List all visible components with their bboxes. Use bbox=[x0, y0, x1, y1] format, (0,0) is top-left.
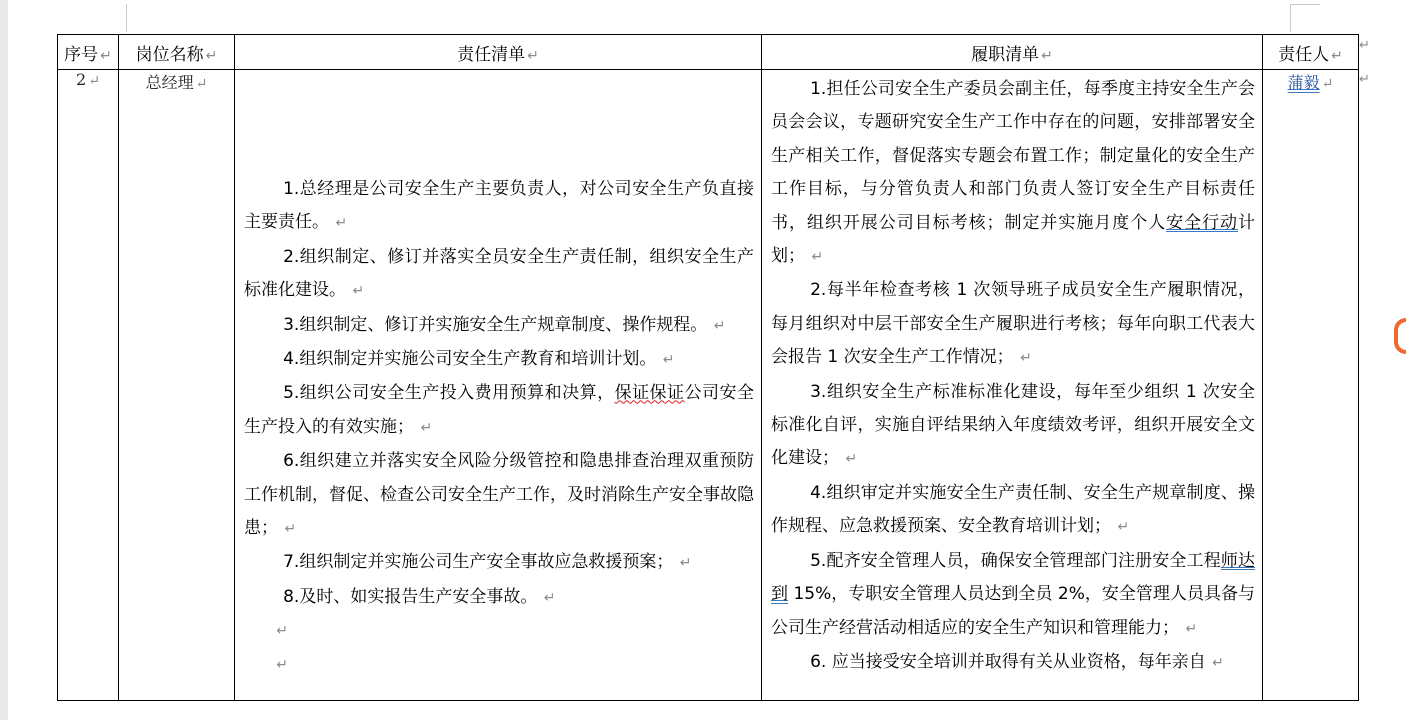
cell-position[interactable]: 总经理 ↵ bbox=[119, 70, 235, 701]
header-no: 序号 ↵ bbox=[58, 35, 119, 70]
responsibility-list bbox=[235, 70, 761, 682]
header-responsibilities: 责任清单 ↵ bbox=[235, 35, 762, 70]
responsibility-table bbox=[57, 34, 1359, 701]
cell-responsibilities[interactable] bbox=[235, 70, 762, 701]
person-name: 蒲毅 bbox=[1287, 73, 1320, 92]
end-of-row-mark: ↵ bbox=[1359, 38, 1370, 53]
crop-mark-right-h bbox=[1290, 4, 1320, 5]
floating-assistant-icon[interactable] bbox=[1394, 318, 1406, 354]
list-item: 8.及时、如实报告生产安全事故。 ↵ bbox=[283, 586, 556, 607]
list-item: 4.组织审定并实施安全生产责任制、安全生产规章制度、操作规程、应急救援预案、安全教育培训计划； ↵ bbox=[771, 482, 1255, 537]
list-item: 6.组织建立并落实安全风险分级管控和隐患排查治理双重预防工作机制，督促、检查公司安全生产工作，及时消除生产安全事故隐患； ↵ bbox=[244, 451, 754, 539]
crop-mark-right bbox=[1290, 4, 1291, 32]
list-item: 1.担任公司安全生产委员会副主任，每季度主持安全生产会员会会议，专题研究安全生产工作中存在的问题，安排部署安全生产相关工作，督促落实专题会布置工作；制定量化的安全生产工作目标，与分管负责人和部门负责人签订安全生产目标责任书，组织开展公司目标考核；制定并实施月度个人安全行动计划； ↵ bbox=[771, 79, 1256, 267]
list-item: 2.每半年检查考核 1 次领导班子成员安全生产履职情况，每月组织对中层干部安全生产履职进行考核；每年向职工代表大会报告 1 次安全生产工作情况； ↵ bbox=[771, 280, 1255, 368]
table-row bbox=[58, 70, 1359, 701]
list-item: 6. 应当接受安全培训并取得有关从业资格，每年亲自 ↵ bbox=[810, 651, 1224, 672]
header-position: 岗位名称 ↵ bbox=[119, 35, 235, 70]
cell-duties[interactable] bbox=[762, 70, 1263, 701]
list-item: 1.总经理是公司安全生产主要负责人，对公司安全生产负直接主要责任。 ↵ bbox=[244, 179, 754, 233]
list-item: 3.组织制定、修订并实施安全生产规章制度、操作规程。 ↵ bbox=[283, 314, 726, 335]
table-header-row bbox=[58, 35, 1359, 70]
header-duties: 履职清单 ↵ bbox=[762, 35, 1263, 70]
cell-no[interactable]: 2 ↵ bbox=[58, 70, 119, 701]
duty-list bbox=[762, 70, 1262, 700]
crop-mark-left bbox=[126, 4, 127, 32]
cell-person[interactable]: 蒲毅 ↵ bbox=[1263, 70, 1359, 701]
list-item: 2.组织制定、修订并落实全员安全生产责任制，组织安全生产标准化建设。 ↵ bbox=[244, 246, 754, 301]
empty-paragraph: ↵ bbox=[276, 656, 288, 673]
header-person: 责任人 ↵ bbox=[1263, 35, 1359, 70]
list-item: 7.组织制定并实施公司生产安全事故应急救援预案； ↵ bbox=[283, 552, 692, 573]
end-of-row-mark: ↵ bbox=[1359, 72, 1370, 87]
list-item: 3.组织安全生产标准标准化建设，每年至少组织 1 次安全标准化自评，实施自评结果纳入年度绩效考评，组织开展安全文化建设； ↵ bbox=[771, 381, 1255, 469]
empty-paragraph: ↵ bbox=[276, 623, 288, 640]
list-item: 5.配齐安全管理人员，确保安全管理部门注册安全工程师达到 15%，专职安全管理人员达到全员 2%，安全管理人员具备与公司生产经营活动相适应的安全生产知识和管理能力； ↵ bbox=[771, 550, 1256, 638]
list-item: 4.组织制定并实施公司安全生产教育和培训计划。 ↵ bbox=[283, 349, 675, 370]
list-item: 5.组织公司安全生产投入费用预算和决算，保证保证公司安全生产投入的有效实施； ↵ bbox=[244, 383, 754, 437]
page-left-margin bbox=[0, 0, 8, 720]
